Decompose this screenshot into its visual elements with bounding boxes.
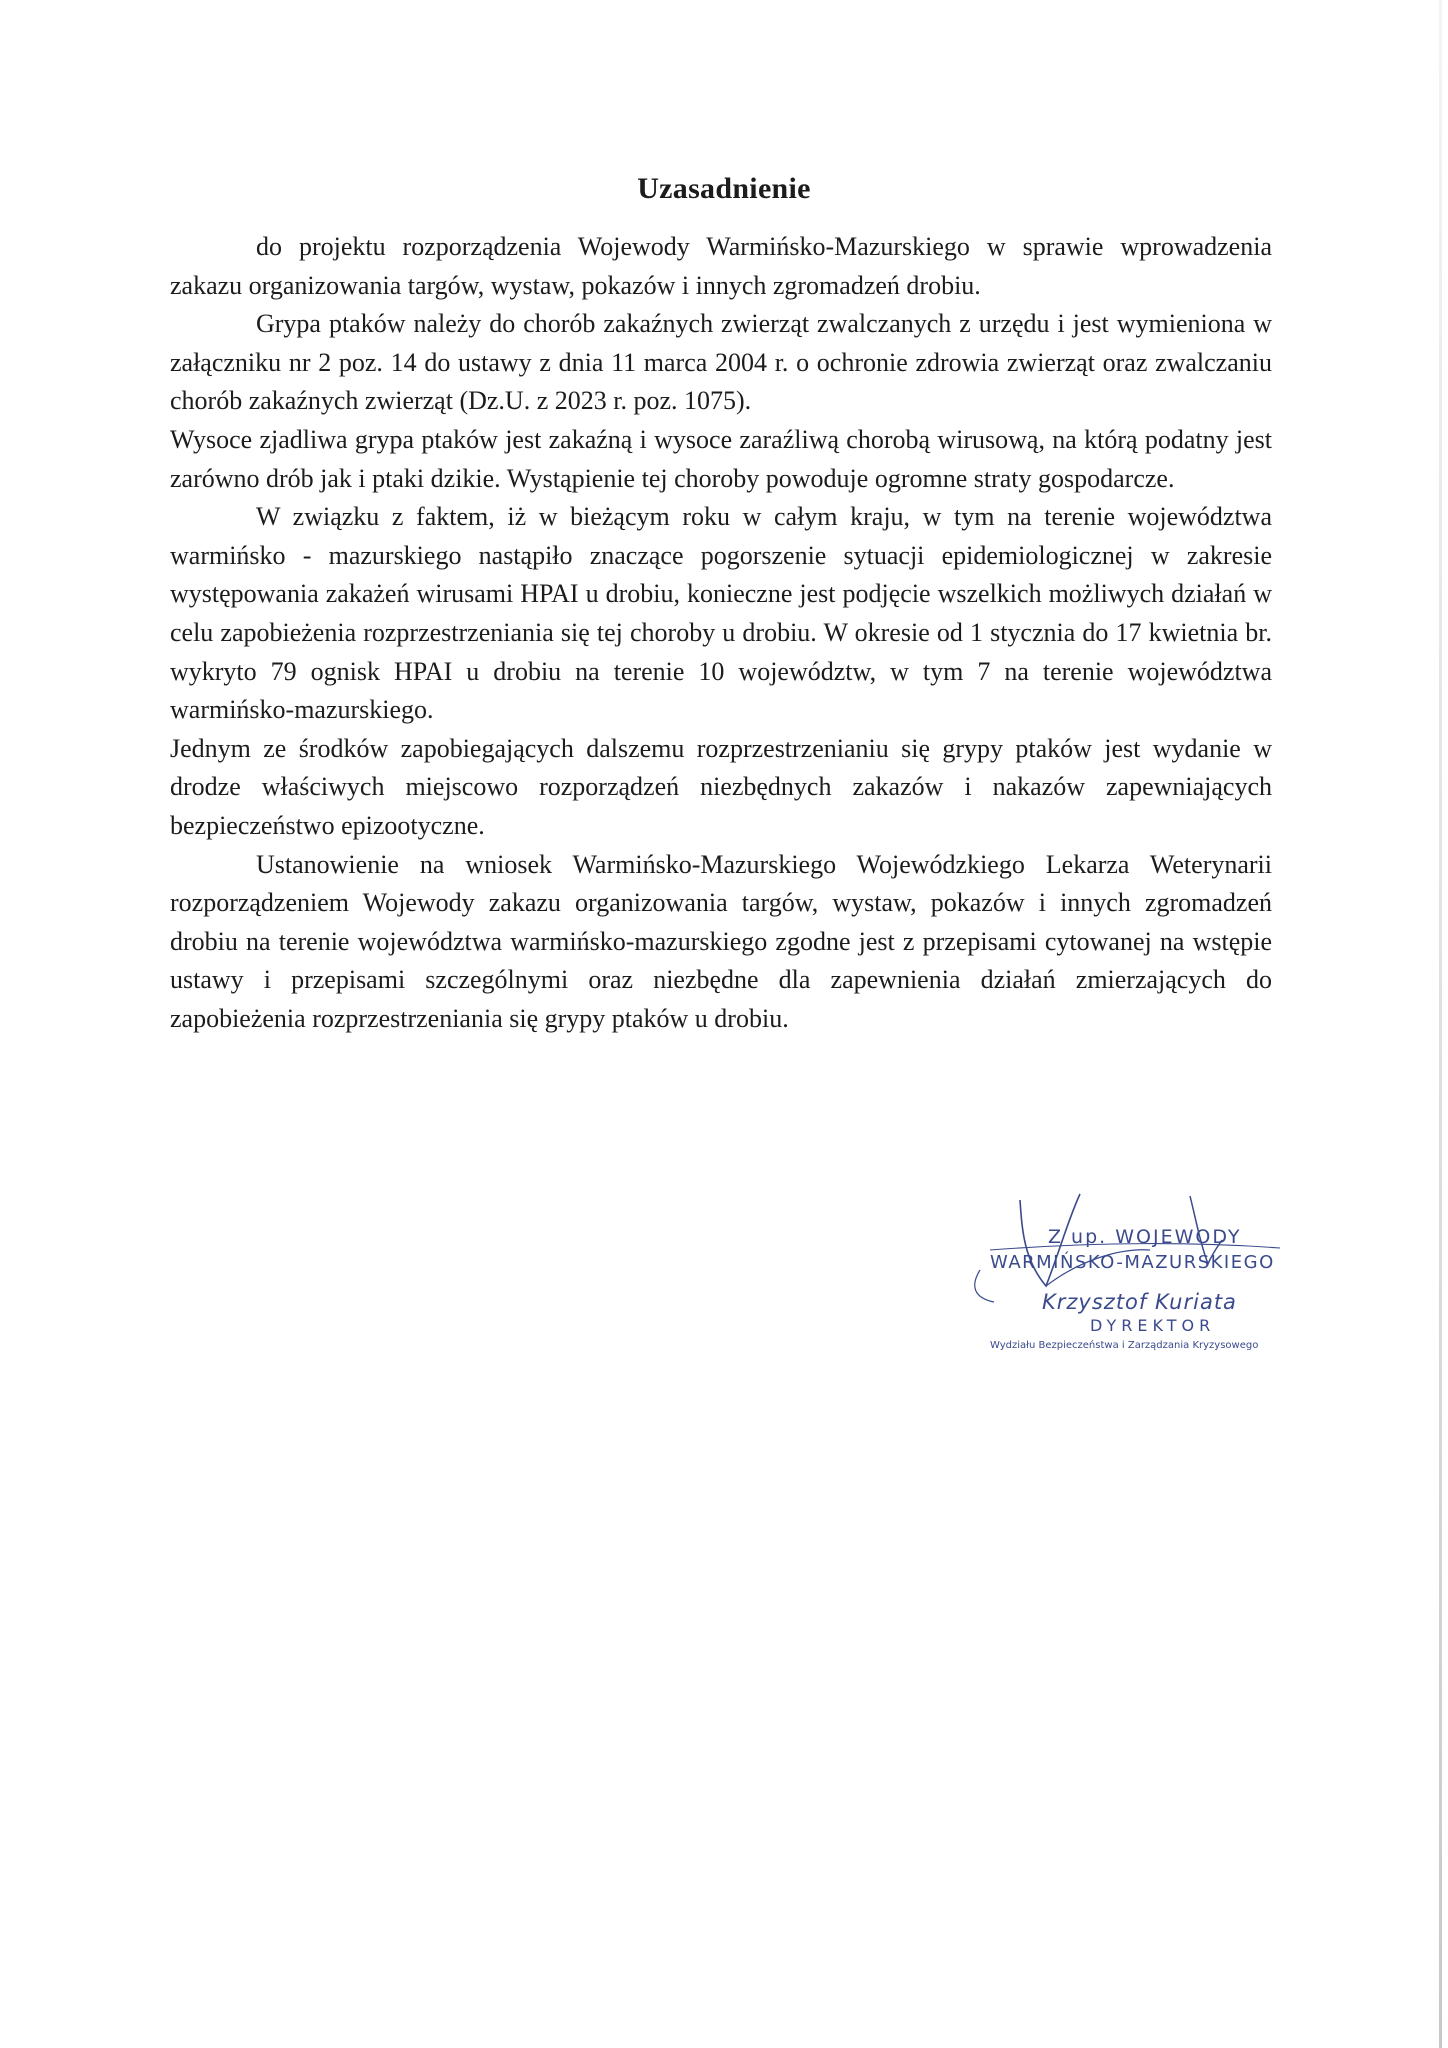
paragraph-epidemiological-situation: W związku z faktem, iż w bieżącym roku w całym kraju, w tym na terenie województwa warmińsko - mazurskiego nastąpiło znaczące pogorszenie sytuacji epidemiologicznej w zakresie występowania zakażeń wirusami HPAI u drobiu, konieczne jest podjęcie wszelkich możliwych działań w celu zapobieżenia rozprzestrzeniania się tej choroby u drobiu. W okresie od 1 stycznia do 17 kwietnia br. wykryto 79 ognisk HPAI u drobiu na terenie 10 województw, w tym 7 na terenie województwa warmińsko-mazurskiego. <box>170 502 1272 725</box>
stamp-line-authority: Z up. WOJEWODY <box>1048 1226 1242 1248</box>
signature-stamp <box>950 1190 1320 1370</box>
paragraph-legal-basis: Grypa ptaków należy do chorób zakaźnych zwierząt zwalczanych z urzędu i jest wymieniona w załączniku nr 2 poz. 14 do ustawy z dnia 11 marca 2004 r. o ochronie zdrowia zwierząt oraz zwalczaniu chorób zakaźnych zwierząt (Dz.U. z 2023 r. poz. 1075). <box>170 309 1272 416</box>
paragraph-intro: do projektu rozporządzenia Wojewody Warmińsko-Mazurskiego w sprawie wprowadzenia zakazu organizowania targów, wystaw, pokazów i innych zgromadzeń drobiu. <box>170 232 1272 300</box>
stamp-department: Wydziału Bezpieczeństwa i Zarządzania Kryzysowego <box>990 1340 1259 1351</box>
stamp-signatory-role: DYREKTOR <box>1090 1316 1216 1335</box>
document-title: Uzasadnienie <box>637 172 811 205</box>
paragraph-conclusion: Ustanowienie na wniosek Warmińsko-Mazurskiego Wojewódzkiego Lekarza Weterynarii rozporządzeniem Wojewody zakazu organizowania targów, wystaw, pokazów i innych zgromadzeń drobiu na terenie województwa warmińsko-mazurskiego zgodne jest z przepisami cytowanej na wstępie ustawy i przepisami szczególnymi oraz niezbędne dla zapewnienia działań zmierzających do zapobieżenia rozprzestrzeniania się grypy ptaków u drobiu. <box>170 849 1272 1033</box>
stamp-line-region: WARMIŃSKO-MAZURSKIEGO <box>990 1252 1275 1273</box>
paragraph-preventive-measures: Jednym ze środków zapobiegających dalszemu rozprzestrzenianiu się grypy ptaków jest wydanie w drodze właściwych miejscowo rozporządzeń niezbędnych zakazów i nakazów zapewniających bezpieczeństwo epizootyczne. <box>170 733 1272 840</box>
stamp-signatory-name: Krzysztof Kuriata <box>1042 1290 1237 1314</box>
paragraph-disease-description: Wysoce zjadliwa grypa ptaków jest zakaźną i wysoce zaraźliwą chorobą wirusową, na którą podatny jest zarówno drób jak i ptaki dzikie. Wystąpienie tej choroby powoduje ogromne straty gospodarcze. <box>170 424 1272 493</box>
scan-edge <box>1439 0 1442 2048</box>
document-body <box>170 228 1272 1038</box>
